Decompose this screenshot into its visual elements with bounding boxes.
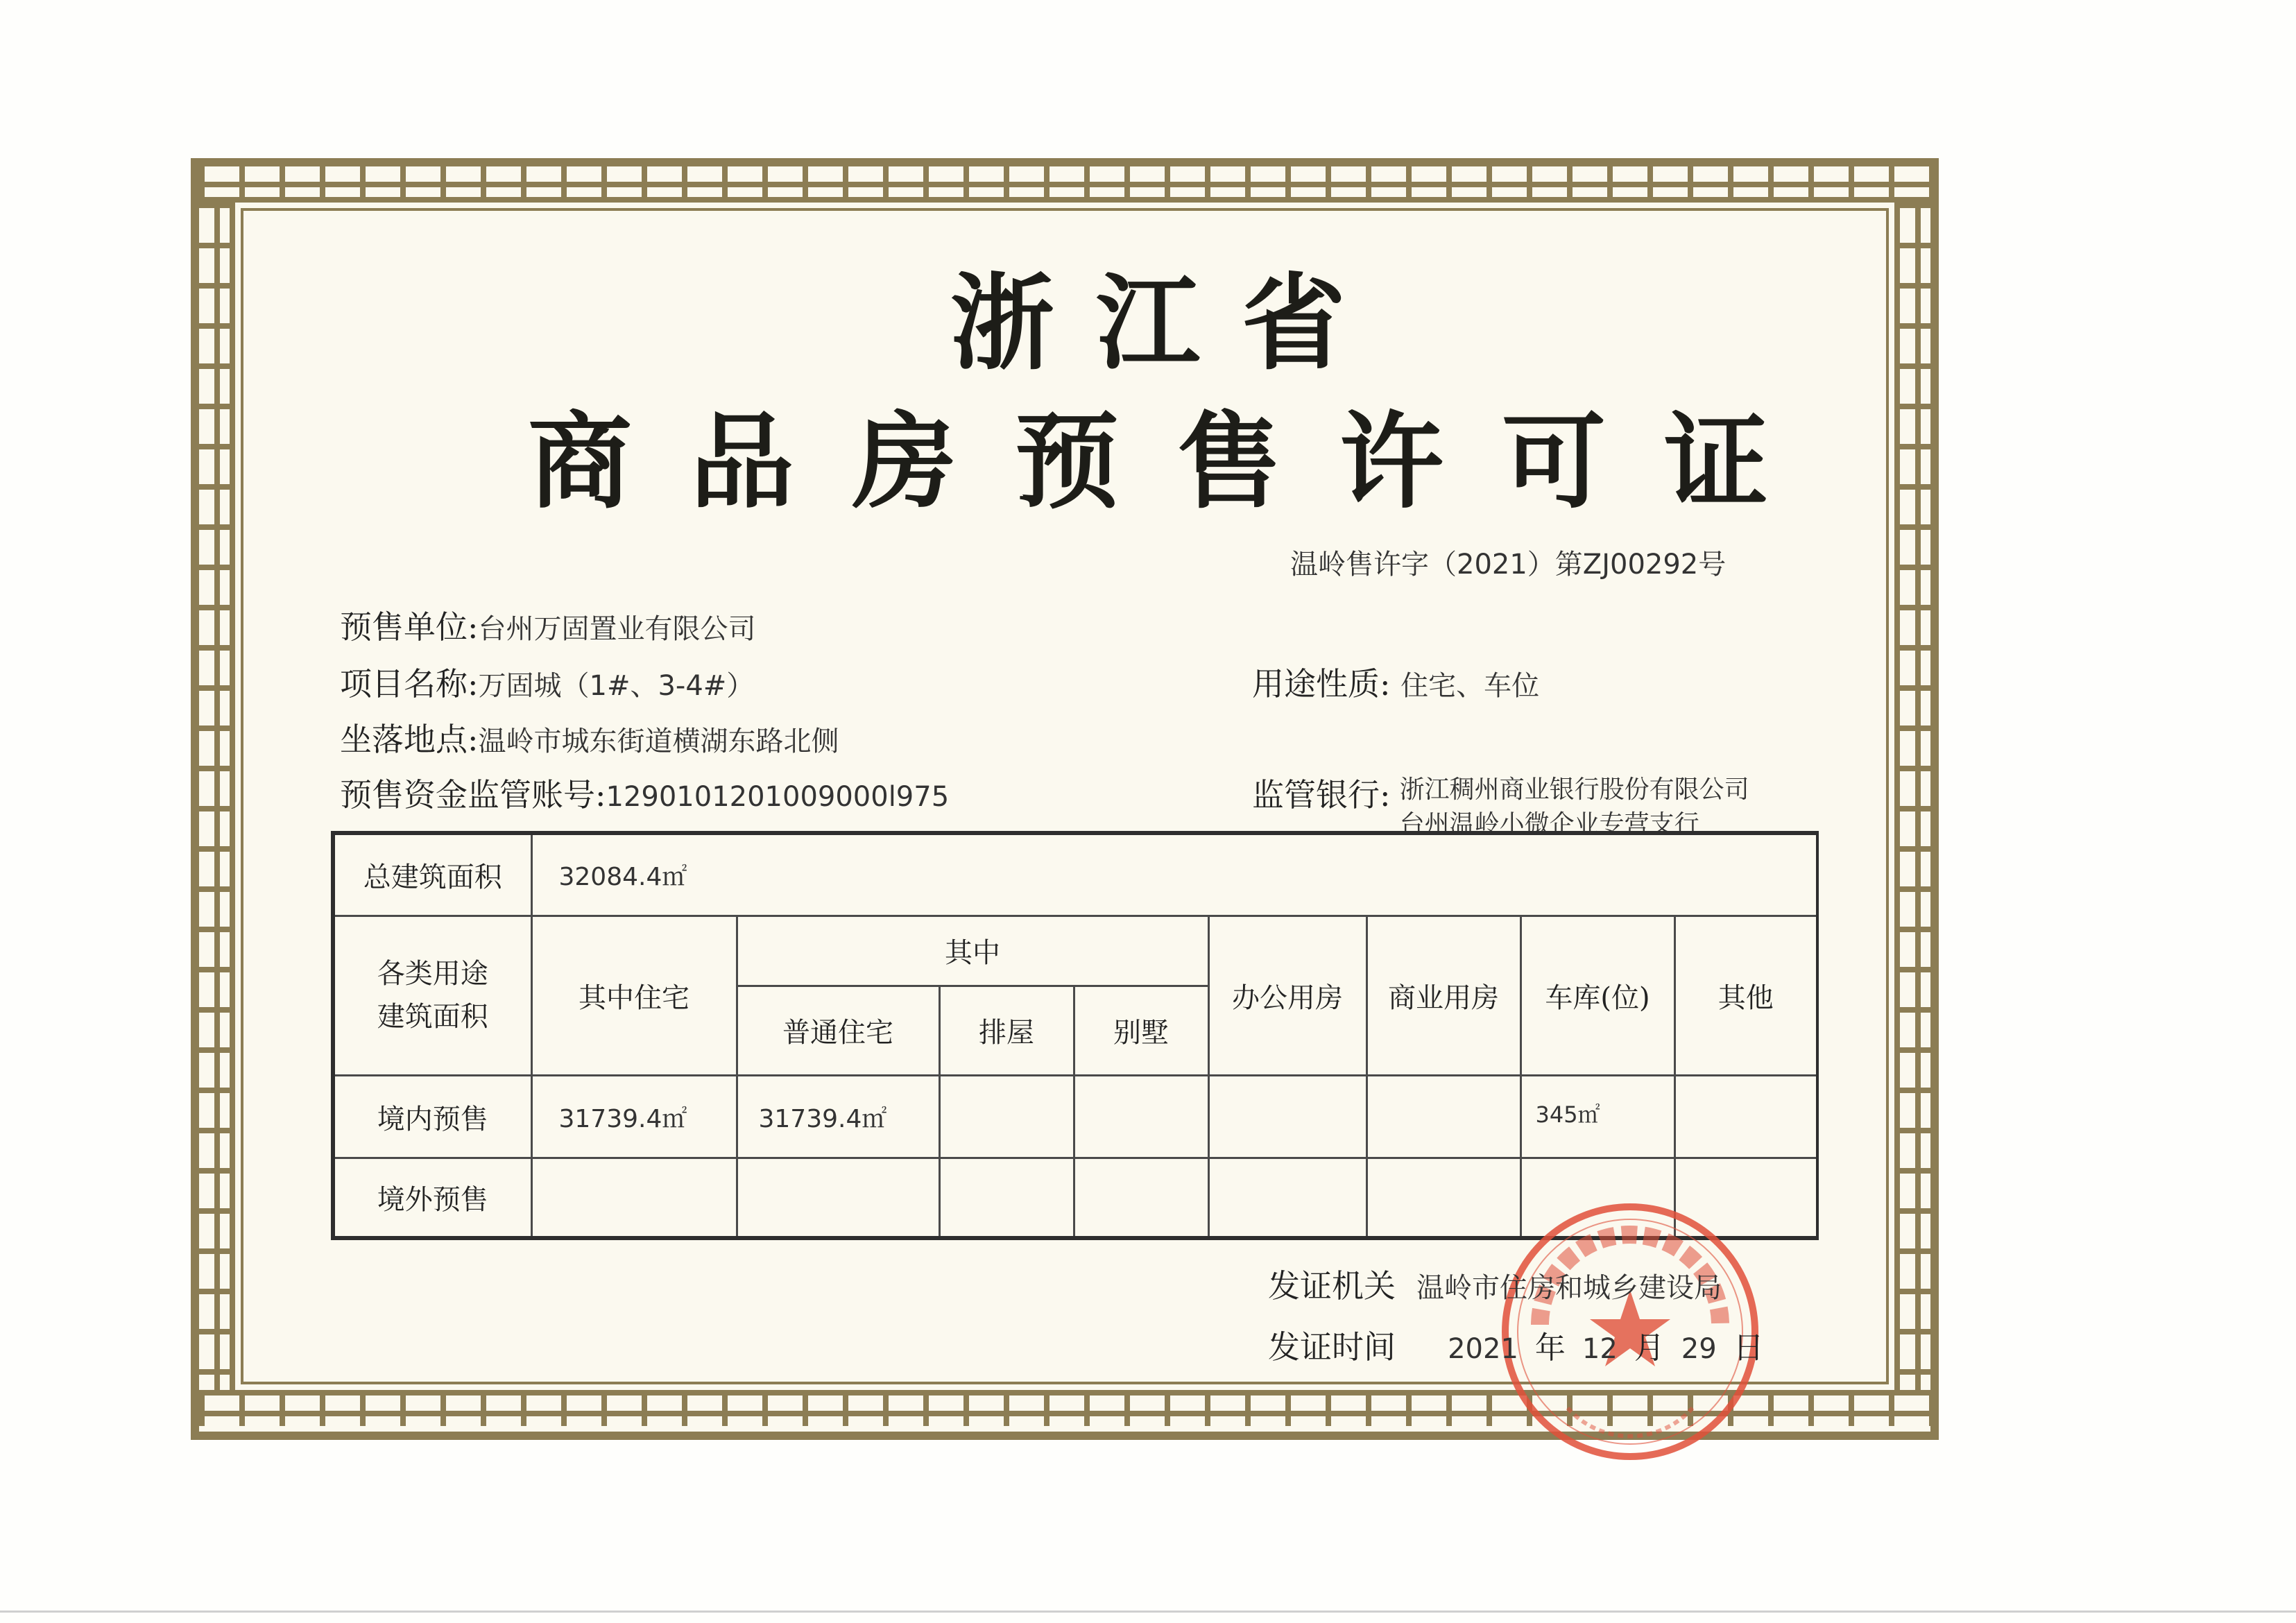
- title-province: 浙江省: [950, 264, 1387, 384]
- location-label: 坐落地点:: [340, 721, 479, 758]
- usage-value: 住宅、车位: [1400, 670, 1540, 702]
- villa-label: 别墅: [1074, 986, 1208, 1075]
- bank-label: 监管银行:: [1252, 776, 1391, 814]
- project-field: [340, 659, 754, 705]
- seller-label: 预售单位:: [340, 608, 479, 646]
- account-label: 预售资金监管账号:: [340, 776, 606, 814]
- area-table: [331, 831, 1819, 1240]
- seller-field: [340, 602, 756, 648]
- bank-name-line2: 台州温岭小微企业专营支行: [1399, 810, 1699, 839]
- of-which-label: 其中: [737, 916, 1208, 986]
- issue-day: 29: [1681, 1333, 1717, 1365]
- domestic-office: [1208, 1076, 1367, 1158]
- total-area-label: 总建筑面积: [333, 833, 531, 916]
- total-area-value: 32084.4㎡: [531, 833, 1817, 916]
- domestic-garage: 345㎡: [1520, 1076, 1674, 1158]
- authority-value: 温岭市住房和城乡建设局: [1416, 1272, 1722, 1304]
- commercial-label: 商业用房: [1367, 916, 1520, 1075]
- overseas-label: 境外预售: [333, 1158, 531, 1238]
- title-certificate: 商品房预售许可证: [527, 402, 1826, 523]
- residential-label: 其中住宅: [531, 916, 737, 1075]
- domestic-residential: 31739.4㎡: [531, 1076, 737, 1158]
- domestic-commercial: [1367, 1076, 1520, 1158]
- overseas-ordinary: [737, 1158, 939, 1238]
- permit-number: 温岭售许字（2021）第ZJ00292号: [1290, 549, 1727, 581]
- location-field: [340, 714, 839, 760]
- overseas-office: [1208, 1158, 1367, 1238]
- domestic-label: 境内预售: [333, 1076, 531, 1158]
- category-label-line1: 各类用途: [377, 958, 488, 990]
- account-value: 1290101201009000l975: [606, 781, 950, 813]
- office-label: 办公用房: [1208, 916, 1367, 1075]
- scan-edge-line: [0, 1611, 2296, 1613]
- other-label: 其他: [1674, 916, 1817, 1075]
- account-field: [340, 770, 949, 816]
- date-label: 发证时间: [1268, 1328, 1396, 1366]
- seller-value: 台州万固置业有限公司: [478, 613, 756, 645]
- overseas-residential: [531, 1158, 737, 1238]
- domestic-ordinary: 31739.4㎡: [737, 1076, 939, 1158]
- row-house-label: 排屋: [939, 986, 1074, 1075]
- border-band-top: [199, 166, 1930, 203]
- garage-label: 车库(位): [1520, 916, 1674, 1075]
- category-label-line2: 建筑面积: [377, 1001, 488, 1033]
- issuer-authority: [1268, 1261, 1722, 1307]
- location-value: 温岭市城东街道横湖东路北侧: [478, 725, 839, 757]
- usage-label: 用途性质:: [1252, 665, 1391, 703]
- authority-label: 发证机关: [1268, 1267, 1396, 1305]
- category-label: [333, 916, 531, 1075]
- ordinary-label: 普通住宅: [737, 986, 939, 1075]
- year-unit: 年: [1534, 1330, 1566, 1366]
- domestic-row-house: [939, 1076, 1074, 1158]
- bank-name-line1: 浙江稠州商业银行股份有限公司: [1399, 775, 1749, 804]
- project-label: 项目名称:: [340, 665, 479, 703]
- month-unit: 月: [1634, 1330, 1665, 1366]
- overseas-row-house: [939, 1158, 1074, 1238]
- usage-field: [1252, 659, 1539, 705]
- issue-year: 2021: [1448, 1333, 1518, 1365]
- domestic-other: [1674, 1076, 1817, 1158]
- overseas-villa: [1074, 1158, 1208, 1238]
- issue-month: 12: [1582, 1333, 1618, 1365]
- issue-date: [1268, 1322, 1781, 1368]
- domestic-villa: [1074, 1076, 1208, 1158]
- project-value: 万固城（1#、3-4#）: [478, 670, 755, 702]
- day-unit: 日: [1733, 1330, 1764, 1366]
